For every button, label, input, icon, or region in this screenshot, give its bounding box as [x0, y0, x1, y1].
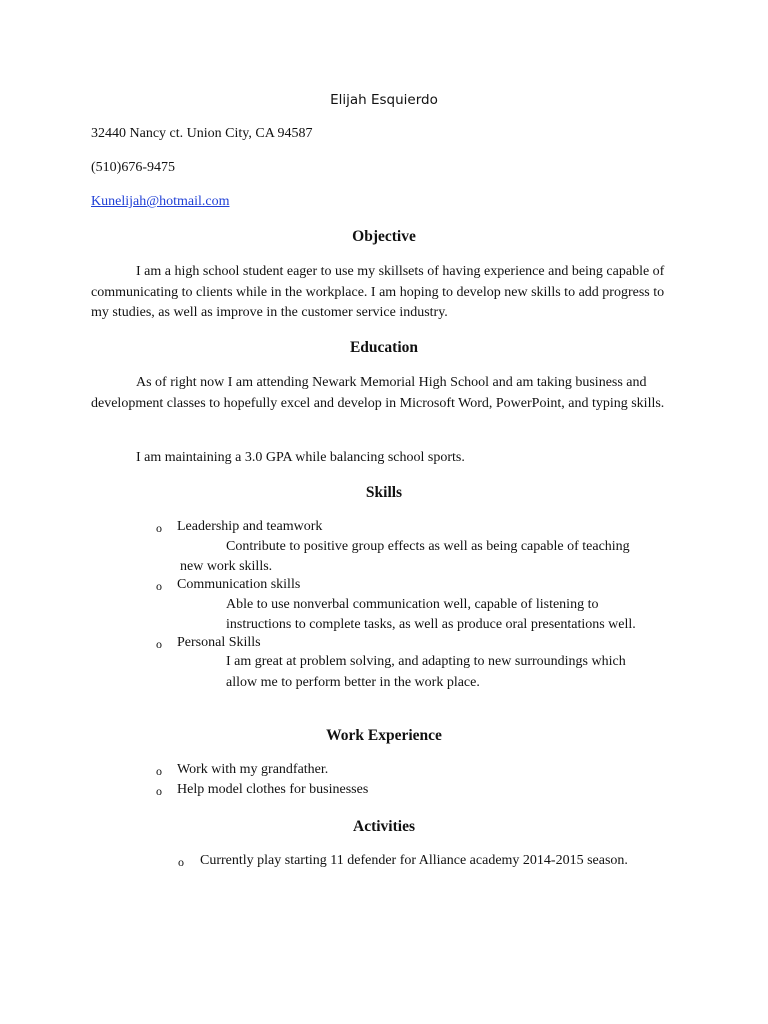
address-line: 32440 Nancy ct. Union City, CA 94587 [91, 126, 313, 141]
skill-detail-continued: new work skills. [180, 559, 273, 574]
skills-heading: Skills [365, 484, 403, 501]
bullet-icon: o [156, 637, 162, 651]
phone-line: (510)676-9475 [91, 160, 175, 175]
education-heading: Education [349, 339, 419, 356]
education-paragraph-1: As of right now I am attending Newark Memorial High School and am taking business and development classes to hopefully excel and develop in Microsoft Word, PowerPoint, and typing skills. [91, 375, 665, 411]
list-item: Help model clothes for businesses [177, 782, 369, 797]
skill-title: Personal Skills [177, 635, 261, 650]
skill-detail: Able to use nonverbal communication well, capable of listening to [226, 597, 599, 612]
skill-detail: Contribute to positive group effects as well as being capable of teaching [226, 539, 630, 554]
candidate-name: Elijah Esquierdo [330, 92, 438, 108]
skill-detail-continued: instructions to complete tasks, as well as produce oral presentations well. [226, 617, 636, 632]
bullet-icon: o [156, 521, 162, 535]
list-item: Work with my grandfather. [177, 762, 329, 777]
skill-detail-continued: allow me to perform better in the work place. [226, 675, 480, 690]
email-link[interactable]: Kunelijah@hotmail.com [91, 194, 230, 209]
skill-title: Communication skills [177, 577, 301, 592]
bullet-icon: o [178, 855, 184, 869]
skill-title: Leadership and teamwork [177, 519, 323, 534]
objective-text: I am a high school student eager to use my skillsets of having experience and being capable of communicating to clients while in the workplace. I am hoping to develop new skills to add progress to my studies, as well as improve in the customer service industry. [91, 264, 665, 320]
skill-detail: I am great at problem solving, and adapting to new surroundings which [226, 654, 626, 669]
list-item: Currently play starting 11 defender for Alliance academy 2014-2015 season. [200, 853, 628, 868]
bullet-icon: o [156, 764, 162, 778]
activities-heading: Activities [353, 818, 415, 835]
objective-heading: Objective [352, 228, 416, 245]
education-paragraph-2: I am maintaining a 3.0 GPA while balancing school sports. [136, 450, 465, 465]
work-experience-heading: Work Experience [326, 727, 442, 744]
bullet-icon: o [156, 784, 162, 798]
bullet-icon: o [156, 579, 162, 593]
